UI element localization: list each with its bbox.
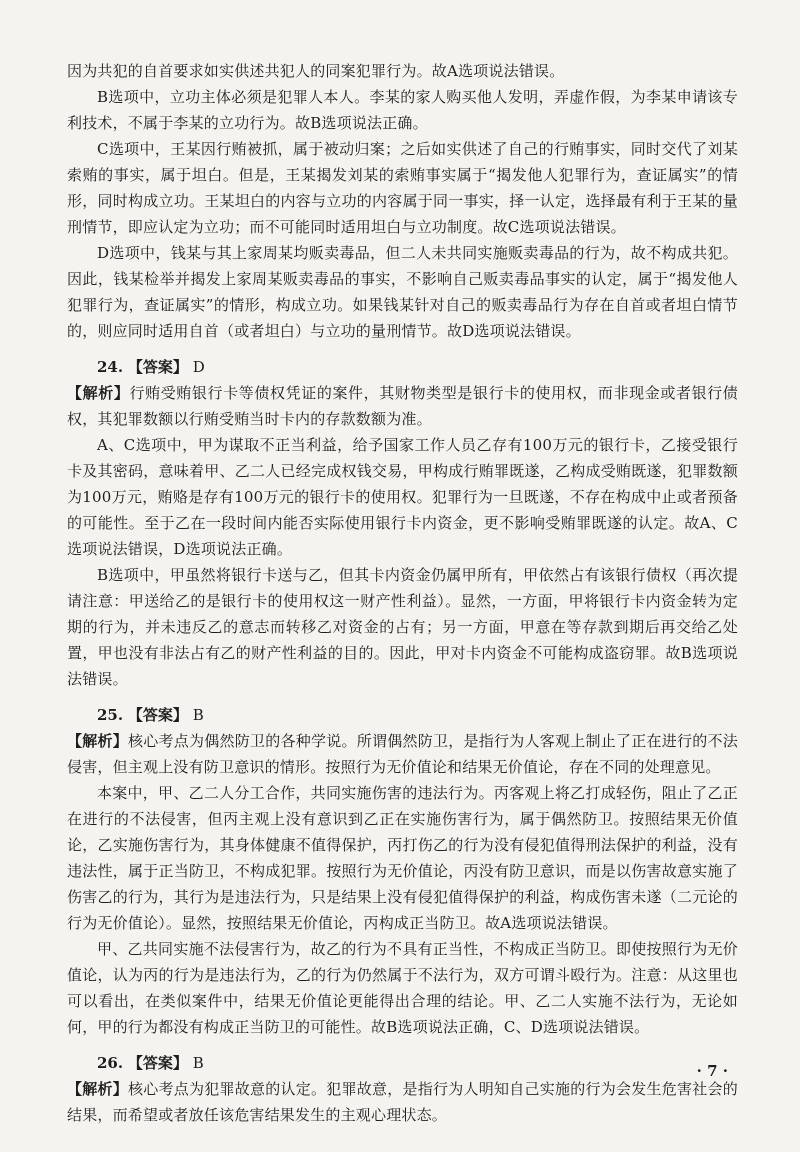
analysis-tag: 【解析】 — [67, 732, 129, 750]
paragraph: D选项中，钱某与其上家周某均贩卖毒品，但二人未共同实施贩卖毒品的行为，故不构成共犯。因此，钱某检举并揭发上家周某贩卖毒品的事实，不影响自己贩卖毒品事实的认定，属于“揭发他人犯罪行为，查证属实”的情形，构成立功。如果钱某针对自己的贩卖毒品行为存在自首或者坦白情节的，则应同时适用自首（或者坦白）与立功的量刑情节。故D选项说法错误。 — [67, 244, 738, 340]
answer-tag: 【答案】 — [127, 706, 188, 724]
analysis-tag: 【解析】 — [67, 1080, 129, 1098]
analysis-text: 核心考点为犯罪故意的认定。犯罪故意，是指行为人明知自己实施的行为会发生危害社会的结果，而希望或者放任该危害结果发生的主观心理状态。 — [67, 1080, 738, 1124]
paragraph: 因为共犯的自首要求如实供述共犯人的同案犯罪行为。故A选项说法错误。 — [67, 62, 565, 80]
answer-value: B — [192, 706, 204, 724]
analysis-tag: 【解析】 — [67, 384, 130, 402]
answer-tag: 【答案】 — [127, 1054, 188, 1072]
analysis-text: 核心考点为偶然防卫的各种学说。所谓偶然防卫，是指行为人客观上制止了正在进行的不法侵害，但主观上没有防卫意识的情形。按照行为无价值论和结果无价值论，存在不同的处理意见。 — [67, 732, 738, 776]
paragraph: B选项中，立功主体必须是犯罪人本人。李某的家人购买他人发明，弄虚作假，为李某申请该专利技术，不属于李某的立功行为。故B选项说法正确。 — [67, 88, 738, 132]
question-number: 26. — [97, 1054, 124, 1072]
paragraph: 本案中，甲、乙二人分工合作，共同实施伤害的违法行为。丙客观上将乙打成轻伤，阻止了乙正在进行的不法侵害，但丙主观上没有意识到乙正在实施伤害行为，属于偶然防卫。按照结果无价值论，乙实施伤害行为，其身体健康不值得保护，丙打伤乙的行为没有侵犯值得刑法保护的利益，没有违法性，属于正当防卫，不构成犯罪。按照行为无价值论，丙没有防卫意识，而是以伤害故意实施了伤害乙的行为，其行为是违法行为，只是结果上没有侵犯值得保护的利益，构成伤害未遂（二元论的行为无价值论）。显然，按照结果无价值论，丙构成正当防卫。故A选项说法错误。 — [67, 784, 738, 932]
analysis-paragraph — [67, 380, 738, 432]
paragraph: 甲、乙共同实施不法侵害行为，故乙的行为不具有正当性，不构成正当防卫。即使按照行为无价值论，认为丙的行为是违法行为，乙的行为仍然属于不法行为，双方可谓斗殴行为。注意：从这里也可以看出，在类似案件中，结果无价值论更能得出合理的结论。甲、乙二人实施不法行为，无论如何，甲的行为都没有构成正当防卫的可能性。故B选项说法正确，C、D选项说法错误。 — [67, 940, 738, 1036]
analysis-paragraph — [67, 728, 738, 780]
paragraph: C选项中，王某因行贿被抓，属于被动归案；之后如实供述了自己的行贿事实，同时交代了刘某索贿的事实，属于坦白。但是，王某揭发刘某的索贿事实属于“揭发他人犯罪行为，查证属实”的情形，同时构成立功。王某坦白的内容与立功的内容属于同一事实，择一认定，选择最有利于王某的量刑情节，即应认定为立功；而不可能同时适用坦白与立功制度。故C选项说法错误。 — [67, 140, 738, 236]
question-24-answer — [67, 354, 738, 380]
question-number: 24. — [97, 358, 124, 376]
analysis-paragraph — [67, 1076, 738, 1128]
paragraph: B选项中，甲虽然将银行卡送与乙，但其卡内资金仍属甲所有，甲依然占有该银行债权（再次提请注意：甲送给乙的是银行卡的使用权这一财产性利益）。显然，一方面，甲将银行卡内资金转为定期的行为，并未违反乙的意志而转移乙对资金的占有；另一方面，甲意在等存款到期后再交给乙处置，甲也没有非法占有乙的财产性利益的目的。因此，甲对卡内资金不可能构成盗窃罪。故B选项说法错误。 — [67, 566, 738, 688]
paragraph: A、C选项中，甲为谋取不正当利益，给予国家工作人员乙存有100万元的银行卡，乙接受银行卡及其密码，意味着甲、乙二人已经完成权钱交易，甲构成行贿罪既遂，乙构成受贿既遂，犯罪数额为100万元，贿赂是存有100万元的银行卡的使用权。犯罪行为一旦既遂，不存在构成中止或者预备的可能性。至于乙在一段时间内能否实际使用银行卡内资金，更不影响受贿罪既遂的认定。故A、C选项说法错误，D选项说法正确。 — [67, 436, 738, 558]
answer-tag: 【答案】 — [127, 358, 188, 376]
analysis-text: 行贿受贿银行卡等债权凭证的案件，其财物类型是银行卡的使用权，而非现金或者银行债权，其犯罪数额以行贿受贿当时卡内的存款数额为准。 — [67, 384, 738, 428]
answer-value: B — [192, 1054, 204, 1072]
answer-value: D — [192, 358, 205, 376]
question-25-answer — [67, 702, 738, 728]
question-26-answer — [67, 1050, 738, 1076]
question-number: 25. — [97, 706, 124, 724]
page-number: · 7 · — [696, 1062, 728, 1080]
